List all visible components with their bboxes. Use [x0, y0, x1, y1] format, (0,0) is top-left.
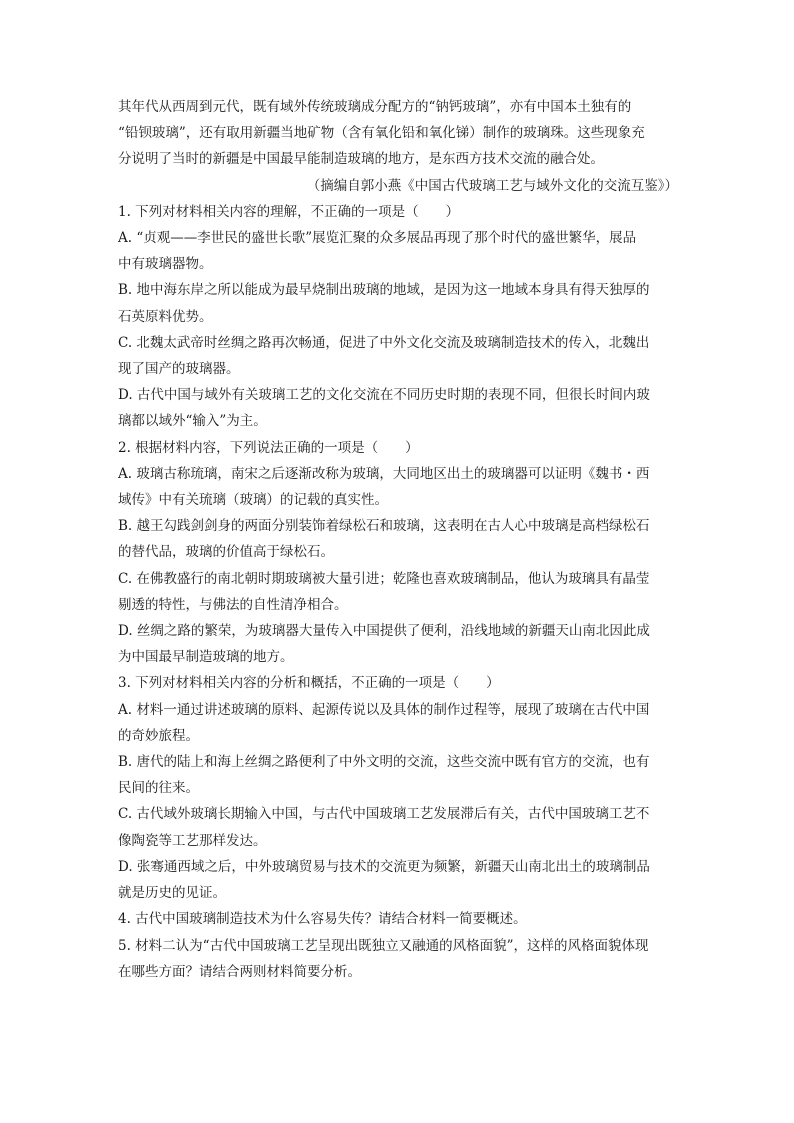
intro-line: 分说明了当时的新疆是中国最早能制造玻璃的地方，是东西方技术交流的融合处。 — [118, 151, 604, 168]
question-continuation: 在哪些方面？请结合两则材料简要分析。 — [118, 963, 361, 980]
option-line: A. 材料一通过讲述玻璃的原料、起源传说以及具体的制作过程等，展现了玻璃在古代中国 — [118, 701, 650, 718]
option-line: 像陶瓷等工艺那样发达。 — [118, 832, 267, 849]
option-line: C. 在佛教盛行的南北朝时期玻璃被大量引进；乾隆也喜欢玻璃制品，他认为玻璃具有晶莹 — [118, 570, 650, 587]
option-b — [118, 749, 678, 801]
question-1 — [118, 199, 678, 435]
option-d — [118, 618, 678, 670]
question-4 — [118, 906, 678, 932]
question-2 — [118, 435, 678, 671]
intro-line: 其年代从西周到元代，既有域外传统玻璃成分配方的“钠钙玻璃”，亦有中国本土独有的 — [118, 99, 632, 115]
option-line: A. “贞观——李世民的盛世长歌”展览汇聚的众多展品再现了那个时代的盛世繁华，展品 — [118, 230, 637, 247]
option-line: 剔透的特性，与佛法的自性清净相合。 — [118, 596, 348, 613]
option-line: 为中国最早制造玻璃的地方。 — [118, 649, 294, 666]
option-line: B. 地中海东岸之所以能成为最早烧制出玻璃的地域，是因为这一地域本身具有得天独厚的 — [118, 282, 650, 299]
question-title: 4. 古代中国玻璃制造技术为什么容易失传？请结合材料一简要概述。 — [118, 911, 527, 928]
option-d — [118, 854, 678, 906]
option-d — [118, 382, 678, 434]
question-title: 2. 根据材料内容，下列说法正确的一项是（ ） — [118, 439, 419, 456]
option-line: 就是历史的见证。 — [118, 885, 226, 902]
intro-line: “铅钡玻璃”，还有取用新疆当地矿物（含有氧化铅和氧化锑）制作的玻璃珠。这些现象充 — [118, 125, 645, 142]
option-line: 璃都以域外“输入”为主。 — [118, 413, 267, 430]
option-c — [118, 330, 678, 382]
option-line: 的奇妙旅程。 — [118, 727, 199, 744]
option-b — [118, 513, 678, 565]
option-line: B. 唐代的陆上和海上丝绸之路便利了中外文明的交流，这些交流中既有官方的交流，也有 — [118, 754, 650, 771]
question-title: 3. 下列对材料相关内容的分析和概括，不正确的一项是（ ） — [118, 675, 500, 692]
option-line: 石英原料优势。 — [118, 308, 213, 325]
option-line: 民间的往来。 — [118, 780, 199, 797]
option-line: 域传》中有关琉璃（玻璃）的记载的真实性。 — [118, 492, 388, 509]
option-line: A. 玻璃古称琉璃，南宋之后逐渐改称为玻璃，大同地区出土的玻璃器可以证明《魏书・西 — [118, 465, 650, 482]
option-line: 中有玻璃器物。 — [118, 256, 213, 273]
option-line: D. 张骞通西域之后，中外玻璃贸易与技术的交流更为频繁，新疆天山南北出土的玻璃制品 — [118, 858, 650, 875]
option-c — [118, 566, 678, 618]
question-title: 5. 材料二认为“古代中国玻璃工艺呈现出既独立又融通的风格面貌”，这样的风格面貌体现 — [118, 937, 649, 954]
option-a — [118, 225, 678, 277]
option-a — [118, 697, 678, 749]
document-body — [118, 94, 678, 985]
option-c — [118, 801, 678, 853]
option-line: 的替代品，玻璃的价值高于绿松石。 — [118, 544, 334, 561]
option-line: D. 丝绸之路的繁荣，为玻璃器大量传入中国提供了便利，沿线地域的新疆天山南北因此成 — [118, 623, 650, 640]
option-line: B. 越王勾践剑剑身的两面分别装饰着绿松石和玻璃，这表明在古人心中玻璃是高档绿松石 — [118, 518, 650, 535]
question-5 — [118, 933, 678, 985]
option-a — [118, 461, 678, 513]
option-line: C. 北魏太武帝时丝绸之路再次畅通，促进了中外文化交流及玻璃制造技术的传入，北魏出 — [118, 334, 650, 351]
option-line: D. 古代中国与域外有关玻璃工艺的文化交流在不同历史时期的表现不同，但很长时间内玻 — [118, 387, 650, 404]
intro-paragraph — [118, 94, 678, 199]
option-line: C. 古代域外玻璃长期输入中国，与古代中国玻璃工艺发展滞后有关，古代中国玻璃工艺不 — [118, 806, 650, 823]
question-title: 1. 下列对材料相关内容的理解，不正确的一项是（ ） — [118, 203, 460, 220]
question-3 — [118, 670, 678, 906]
option-line: 现了国产的玻璃器。 — [118, 361, 240, 378]
option-b — [118, 277, 678, 329]
source-citation: （摘编自郭小燕《中国古代玻璃工艺与域外文化的交流互鉴》） — [306, 177, 678, 194]
